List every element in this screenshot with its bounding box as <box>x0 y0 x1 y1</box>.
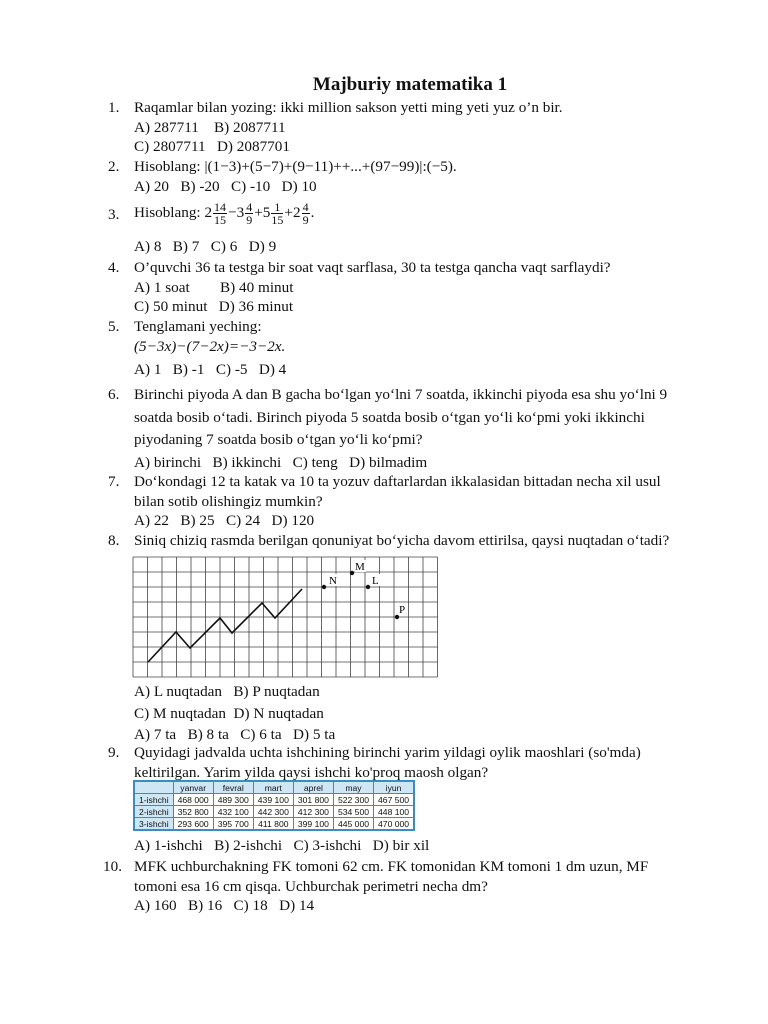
question-text: piyodaning 7 soatda bosib o‘tgan yo‘li ko‘pmi? <box>134 431 423 448</box>
question-number: 6. <box>108 386 120 403</box>
mixed-number: 2 $\frac{4}{9}$ . <box>292 200 315 227</box>
answer-options: A) 7 ta B) 8 ta C) 6 ta D) 5 ta <box>134 726 336 743</box>
question-text: Tenglamani yeching: <box>134 318 262 335</box>
question-number: 8. <box>108 532 120 549</box>
answer-options: A) 20 B) -20 C) -10 D) 10 <box>134 177 317 195</box>
question-9-options <box>108 836 718 856</box>
question-number: 5. <box>108 318 120 335</box>
grid-svg <box>132 556 442 678</box>
page-title: Majburiy matematika 1 <box>312 74 508 95</box>
question-3 <box>108 201 718 257</box>
answer-options: A) birinchi B) ikkinchi C) teng D) bilmadim <box>134 453 428 471</box>
polyline-grid-figure <box>132 556 442 683</box>
answer-options: C) 2807711 D) 2087701 <box>134 138 290 155</box>
point-N <box>322 585 326 589</box>
answer-options: A) 1 soat B) 40 minut <box>134 278 294 296</box>
label-M: M <box>355 561 365 573</box>
question-text: Siniq chiziq rasmda berilgan qonuniyat bo‘yicha davom ettirilsa, qaysi nuqtadan o‘tadi? <box>134 532 670 549</box>
mixed-number: 2 $\frac{14}{15}$ − <box>204 200 237 227</box>
question-number: 2. <box>108 158 120 175</box>
question-6 <box>108 384 718 474</box>
answer-options: C) 50 minut D) 36 minut <box>134 298 294 315</box>
question-number: 1. <box>108 99 120 116</box>
question-number: 4. <box>108 259 120 276</box>
answer-options: A) 1-ishchi B) 2-ishchi C) 3-ishchi D) bir xil <box>134 837 430 854</box>
question-text: tomoni esa 16 cm qisqa. Uchburchak perimetri necha dm? <box>134 877 488 895</box>
question-1 <box>108 98 718 157</box>
table-row: 1-ishchi 468 000 489 300 439 100 301 800 522 300 467 500 <box>134 794 414 806</box>
question-text: Hisoblang: <box>134 203 205 221</box>
question-text: Birinchi piyoda A dan B gacha bo‘lgan yo‘lni 7 soatda, ikkinchi piyoda esa shu yo‘lni 9 <box>134 386 668 403</box>
answer-options: A) 160 B) 16 C) 18 D) 14 <box>134 897 315 914</box>
question-number: 10. <box>103 858 122 875</box>
question-number: 9. <box>108 744 120 761</box>
mixed-number: 5 $\frac{1}{15}$ + <box>262 200 293 227</box>
mixed-number: 3 $\frac{4}{9}$ + <box>236 200 263 227</box>
question-5 <box>108 317 718 380</box>
answer-options: A) 22 B) 25 C) 24 D) 120 <box>134 512 315 529</box>
question-7 <box>108 472 718 531</box>
question-number: 3. <box>108 206 120 223</box>
question-8 <box>108 531 718 551</box>
table-row: 2-ishchi 352 800 432 100 442 300 412 300 534 500 448 100 <box>134 806 414 818</box>
question-8-options <box>108 681 718 746</box>
question-text: Quyidagi jadvalda uchta ishchining birinchi yarim yildagi oylik maoshlari (so'mda) <box>134 744 641 761</box>
question-text: O’quvchi 36 ta testga bir soat vaqt sarflasa, 30 ta testga qancha vaqt sarflaydi? <box>134 259 611 276</box>
question-text: soatda bosib o‘tadi. Birinch piyoda 5 soatda bosib o‘tgan yo‘li ko‘pmi yoki ikkinchi <box>134 408 645 426</box>
question-9 <box>108 743 718 782</box>
math-expression: (5−3x)−(7−2x)=−3−2x. <box>134 337 286 355</box>
salary-table <box>133 780 415 831</box>
question-text: Hisoblang: <box>134 158 205 175</box>
question-4 <box>108 258 718 317</box>
question-text: MFK uchburchakning FK tomoni 62 cm. FK tomonidan KM tomoni 1 dm uzun, MF <box>134 858 649 875</box>
answer-options: C) M nuqtadan D) N nuqtadan <box>134 704 324 722</box>
question-10 <box>103 857 718 916</box>
question-text: keltirilgan. Yarim yilda qaysi ishchi ko'proq maosh olgan? <box>134 763 489 781</box>
question-2 <box>108 157 718 196</box>
answer-options: A) 8 B) 7 C) 6 D) 9 <box>134 238 277 255</box>
question-text: Do‘kondagi 12 ta katak va 10 ta yozuv daftarlardan ikkalasidan bittadan necha xil usul <box>134 473 661 490</box>
math-expression: |(1−3)+(5−7)+(9−11)++...+(97−99)|:(−5). <box>204 158 457 175</box>
label-N: N <box>329 575 337 587</box>
point-L <box>366 585 370 589</box>
question-number: 7. <box>108 473 120 490</box>
broken-line <box>148 589 302 662</box>
question-text: bilan sotib olishingiz mumkin? <box>134 492 323 510</box>
answer-options: A) L nuqtadan B) P nuqtadan <box>134 683 320 700</box>
point-M <box>350 571 354 575</box>
question-text: Raqamlar bilan yozing: ikki million sakson yetti ming yeti yuz o’n bir. <box>134 99 563 116</box>
table-row: 3-ishchi 293 600 395 700 411 800 399 100 445 000 470 000 <box>134 818 414 831</box>
answer-options: A) 1 B) -1 C) -5 D) 4 <box>134 361 287 378</box>
answer-options: A) 287711 B) 2087711 <box>134 118 286 136</box>
table-header-row: yanvar fevral mart aprel may iyun <box>134 781 414 794</box>
label-P: P <box>399 604 406 616</box>
label-L: L <box>372 575 379 587</box>
